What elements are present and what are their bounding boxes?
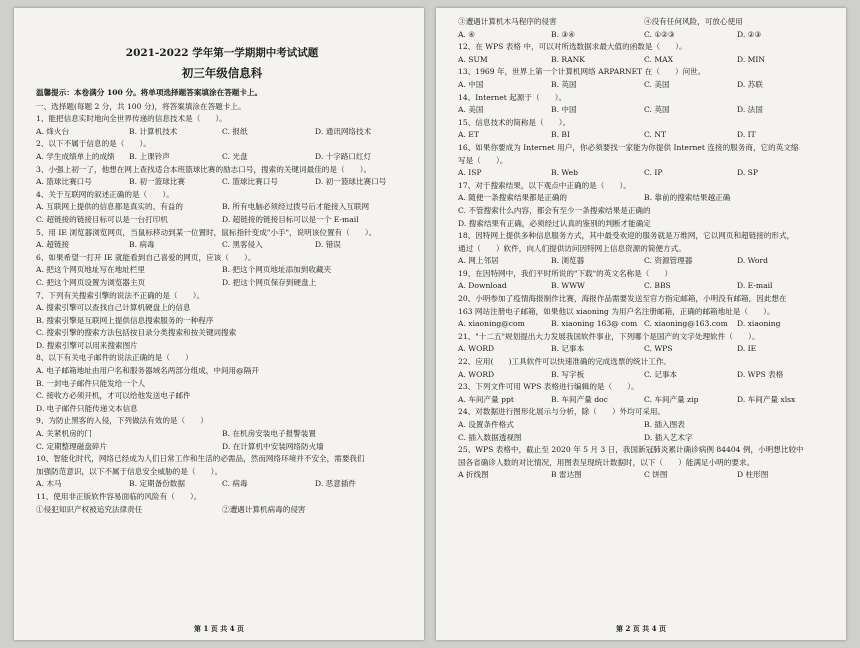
answer-option: D 柱形图 [737,470,769,480]
question-line: C. 不管搜索什么内容，都会有至少一条搜索结果是正确的 [458,205,651,215]
question-line: 加强防范意识，以下不属于信息安全威胁的是（ ）。 [36,466,223,476]
answer-option: D. WPS 表格 [737,369,784,379]
answer-options [458,432,830,445]
question-line: 7、下列有关搜索引擎的说法不正确的是（ ）。 [36,290,205,300]
page-2-questions [458,16,830,482]
answer-options [36,151,408,164]
answer-option: A. 设置条件格式 [458,420,514,429]
answer-option: D. 十字路口红灯 [315,151,372,161]
answer-option: D. xiaoning [737,319,781,329]
answer-option: D. 错误 [315,240,341,250]
question-line: B. 一封电子邮件只能发给一个人 [36,378,146,388]
answer-option: C. 病毒 [222,479,248,489]
page-footer: 第 2 页 共 4 页 [616,624,666,633]
answer-option: D. E-mail [737,281,773,291]
answer-option: C. 篮球比赛口号 [222,177,278,187]
answer-option: A. 把这个网页地址写在地址栏里 [36,265,146,275]
question-line: 10、智能化时代，网络已经成为人们日常工作和生活的必需品，然而网络环境并不安全，需要我们 [36,454,365,464]
exam-title: 2021-2022 学年第一学期期中考试试题 [125,47,319,59]
answer-option: A. 烽火台 [36,126,70,136]
question-line: 20、小明参加了疫情海报制作比赛，海报作品需要发送至官方指定邮箱，小明没有邮箱，因此想在 [458,294,787,304]
question-line: 23、下列文件可用 WPS 表格进行编辑的是（ ）。 [458,382,639,392]
answer-option: D. IT [737,130,756,140]
answer-option: C. WPS [644,344,673,354]
answer-options [458,255,830,268]
answer-option: C. 报纸 [222,126,248,136]
answer-options [458,104,830,117]
question-line: A. 搜索引擎可以查找自己计算机硬盘上的信息 [36,303,191,313]
question-line: 14、Internet 起源于（ ）。 [458,92,567,102]
answer-option: B. 插入图表 [644,420,685,429]
answer-options [36,504,408,517]
question-line: C. 接收方必须开机，才可以给他发送电子邮件 [36,391,191,401]
answer-option: D. ②③ [737,29,762,39]
answer-option: D. 车间产量 xlsx [737,394,796,404]
answer-option: A. ISP [458,168,482,178]
answer-option: D. 法国 [737,105,763,115]
answer-options [36,478,408,491]
answer-options [458,419,830,432]
answer-option: C. 插入数据透视图 [458,432,522,442]
question-line: 2、以下不属于信息的是（ ）。 [36,139,151,149]
answer-option: A. xiaoning@com [458,319,525,329]
answer-option: D. 超链接的链接目标可以是一个 E-mail [222,214,359,224]
question-line: 5、用 IE 浏览器浏览网页，当鼠标移动到某一位置时，鼠标指针变成"小手"，说明该位置有（ ）。 [36,227,377,237]
answer-option: B. 病毒 [129,240,155,250]
answer-options [36,239,408,252]
exam-page-1 [14,8,424,640]
answer-option: C 饼图 [644,470,668,480]
question-line: 6、如果希望一打开 IE 就能看到自己喜爱的网页，应该（ ）。 [36,252,256,262]
answer-option: A. WORD [458,369,495,379]
answer-option: A. 车间产量 ppt [458,394,514,404]
answer-option: B. 所有电脑必须经过拨号后才能接入互联网 [222,202,370,212]
answer-option: D. IE [737,344,757,354]
answer-option: B. RANK [551,54,585,64]
question-line: 24、对数据进行图形化展示与分析，除（ ）外均可采用。 [458,407,666,417]
answer-option: C. 记事本 [644,369,678,379]
exam-notice: 温馨提示：本卷满分 100 分。将单项选择题答案填涂在答题卡上。 [36,88,263,97]
answer-option: A. ET [458,130,479,140]
question-line: 163 网站注册电子邮箱，如果他以 xiaoning 为用户名注册邮箱，正确的邮箱地址是（ ）。 [458,306,775,316]
question-line: D. 搜索结果有正确，必须经过认真的鉴别的判断才能确定 [458,218,651,228]
answer-options [458,192,830,205]
question-line: 15、信息技术的简称是（ ）。 [458,117,571,127]
answer-option: ④没有任何风险，可放心使用 [644,17,743,26]
answer-option: B. Web [551,168,578,178]
question-line: 22、应用( )工具软件可以快速准确的完成选票的统计工作。 [458,357,672,367]
answer-options [36,214,408,227]
answer-option: B. WWW [551,281,585,291]
question-line: 国各省确诊人数的对比情况，用图表呈现统计数据时，以下（ ）能满足小明的要求。 [458,457,755,467]
answer-option: C. NT [644,130,667,140]
answer-option: C. ①②③ [644,29,675,39]
answer-options [36,441,408,454]
answer-options [458,129,830,142]
question-line: 19、在因特网中，我们平时所说的"下载"的英文名称是（ ） [458,268,673,278]
question-line: 18、因特网上提供多种信息服务方式，其中最受欢迎的服务就是万维网，它以网页和超链接的形式， [458,231,795,241]
answer-option: A. 学生成绩单上的成绩 [36,151,115,161]
answer-options [458,16,830,29]
answer-option: C. 光盘 [222,151,248,161]
question-line: B. 搜索引擎是互联网上提供信息搜索服务的一种程序 [36,315,214,325]
answer-options [458,318,830,331]
question-line: 写是（ ）。 [458,155,508,165]
question-line: D. 搜索引擎可以用来搜索图片 [36,340,138,350]
answer-option: A. WORD [458,344,495,354]
answer-option: B. 上课铃声 [129,151,170,161]
answer-option: A. 网上邻居 [458,256,499,266]
question-line: 16、如果你要成为 Internet 用户，你必须要找一家能为你提供 Internet 连接的服务商，它的英文缩 [458,142,799,152]
question-line: 17、对于搜索结果，以下观点中正确的是（ ）。 [458,180,631,190]
answer-options [458,54,830,67]
answer-options [36,277,408,290]
section-heading: 一、选择题(每题 2 分，共 100 分)，将答案填涂在答题卡上。 [36,101,246,111]
question-line: 9、为防止黑客的入侵，下列做法有效的是（ ） [36,416,208,426]
answer-option: D. 恶意插件 [315,479,357,489]
answer-option: A. 随便一条搜索结果都是正确的 [458,193,568,203]
answer-option: B. 英国 [551,79,577,89]
answer-option: B. BI [551,130,570,140]
answer-option: B. 车间产量 doc [551,394,608,404]
answer-options [458,29,830,42]
answer-option: C. 资源管理器 [644,256,693,266]
answer-option: A. 篮球比赛口号 [36,177,92,187]
answer-option: C. BBS [644,281,671,291]
answer-options [36,201,408,214]
answer-options [458,167,830,180]
question-line: 通过（ ）软件，向人们提供访问因特网上信息资源的简便方式。 [458,243,686,253]
question-line: 8、以下有关电子邮件的说法正确的是（ ） [36,353,193,363]
answer-option: ①侵犯知识产权被追究法律责任 [36,504,143,514]
question-line: 13、1969 年，世界上第一个计算机网络 ARPARNET 在（ ）问世。 [458,67,706,77]
answer-option: C. 英国 [644,105,670,115]
question-line: 4、关于互联网的叙述正确的是（ ）。 [36,189,174,199]
page-footer: 第 1 页 共 4 页 [194,624,244,633]
answer-option: C. 定期整理磁盘碎片 [36,441,108,451]
question-line: 21、"十二五"规划提出大力发展我国软件事业，下列哪个是国产的文字处理软件（ ）。 [458,331,760,341]
answer-option: B. 定期备份数据 [129,479,185,489]
answer-option: A. ④ [458,29,476,39]
question-line: 1、能把信息实时地向全世界传递的信息技术是（ ）。 [36,114,227,124]
answer-option: D. Word [737,256,768,266]
answer-option: C. 黑客侵入 [222,240,263,250]
question-line: A. 电子邮箱地址由用户名和服务器域名两部分组成，中间用@隔开 [36,366,259,376]
answer-option: D. 通讯网络技术 [315,126,372,136]
answer-option: A. 中国 [458,79,484,89]
answer-option: B. 靠前的搜索结果越正确 [644,193,731,203]
answer-option: D. MIN [737,54,766,64]
answer-option: B. ③④ [551,29,576,39]
answer-option: D. SP [737,168,758,178]
exam-page-2 [436,8,846,640]
answer-option: A. 关紧机房的门 [36,429,92,439]
answer-options [458,79,830,92]
question-line: 12、在 WPS 表格 中，可以对所选数据求最大值的函数是（ ）。 [458,42,687,52]
answer-option: C. 超链接的链接目标可以是一台打印机 [36,214,168,224]
answer-option: C. IP [644,168,663,178]
answer-option: A. Download [458,281,507,291]
answer-options [458,369,830,382]
answer-options [36,176,408,189]
answer-option: A 折线图 [458,470,489,480]
answer-option: C. xiaoning@163.com [644,319,728,329]
answer-option: B. 记事本 [551,344,585,354]
answer-option: C. MAX [644,54,674,64]
answer-options [458,469,830,482]
answer-option: B 雷达图 [551,470,582,480]
answer-option: D. 初一篮球比赛口号 [315,177,387,187]
answer-option: A. 超链接 [36,240,70,250]
answer-option: B. xiaoning 163@ com [551,319,638,329]
answer-options [36,428,408,441]
exam-subtitle: 初三年级信息科 [181,66,263,80]
answer-option: B. 计算机技术 [129,126,178,136]
page-1-questions [36,113,408,516]
answer-option: ②遭遇计算机病毒的侵害 [222,504,306,514]
question-line: 11、使用非正版软件容易面临的风险有（ ）。 [36,492,202,501]
answer-option: C. 美国 [644,79,670,89]
answer-options [458,394,830,407]
question-line: D. 电子邮件只能传递文本信息 [36,403,138,413]
answer-options [36,264,408,277]
answer-option: A. 美国 [458,105,484,115]
answer-option: B. 初一篮球比赛 [129,177,185,187]
answer-options [458,280,830,293]
question-line: 3、小强上初一了，他想在网上查找适合本班篮球比赛的励志口号，搜索的关键词最佳的是（ ）。 [36,164,372,174]
answer-option: B. 浏览器 [551,256,585,266]
answer-option: C. 把这个网页设置为浏览器主页 [36,277,146,287]
answer-options [36,126,408,139]
answer-option: B. 把这个网页地址添加到收藏夹 [222,265,332,275]
answer-option: D. 把这个网页保存到硬盘上 [222,277,317,287]
answer-options [458,343,830,356]
answer-option: B. 在机房安装电子报警装置 [222,429,316,439]
answer-option: C. 车间产量 zip [644,394,699,404]
question-line: C. 搜索引擎的搜索方法包括按目录分类搜索和按关键词搜索 [36,328,237,338]
answer-option: B. 写字板 [551,369,585,379]
answer-option: A. SUM [458,54,488,64]
answer-option: A. 木马 [36,479,62,489]
answer-option: D. 在计算机中安装网络防火墙 [222,441,324,451]
answer-option: D. 插入艺术字 [644,432,693,442]
answer-option: A. 互联网上提供的信息都是真实的、有益的 [36,202,183,212]
question-line: 25、WPS 表格中，截止至 2020 年 5 月 3 日，我国新冠肺炎累计确诊病例 84404 例，小明想比较中 [458,445,804,455]
answer-option: B. 中国 [551,105,577,115]
answer-option: ③遭遇计算机木马程序的侵害 [458,17,557,26]
answer-option: D. 苏联 [737,79,763,89]
